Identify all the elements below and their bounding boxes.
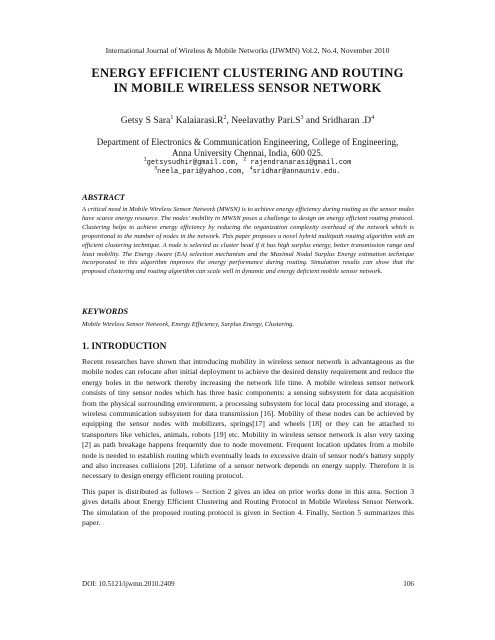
author-index: 1 bbox=[170, 114, 174, 121]
introduction-heading: 1. INTRODUCTION bbox=[82, 342, 167, 352]
abstract-heading: ABSTRACT bbox=[82, 193, 125, 202]
email-index: 3 bbox=[154, 165, 158, 172]
email-link[interactable]: getsysudhir@gmail.com, bbox=[146, 159, 240, 167]
introduction-body bbox=[82, 357, 414, 534]
author-index: 3 bbox=[300, 114, 304, 121]
keywords-text: Mobile Wireless Sensor Network, Energy Efficiency, Surplus Energy, Clustering. bbox=[82, 321, 295, 328]
email-index: 2 bbox=[243, 156, 247, 163]
keywords-heading: KEYWORDS bbox=[82, 307, 129, 316]
author-name: Kalaiarasi.R bbox=[173, 115, 224, 126]
title-line-2: IN MOBILE WIRELESS SENSOR NETWORK bbox=[113, 81, 382, 95]
paper-title bbox=[60, 66, 435, 96]
email-line-2 bbox=[60, 165, 435, 177]
email-line-1 bbox=[60, 156, 435, 168]
affiliation bbox=[60, 137, 435, 159]
author-name: and Sridharan .D bbox=[303, 115, 372, 126]
affiliation-line-1: Department of Electronics & Communication Engineering, College of Engineering, bbox=[96, 137, 399, 147]
abstract-text: A critical need in Mobile Wireless Sensor Network (MWSN) is to achieve energy efficiency during routing as the sensor nodes have scarce energy resource. The nodes' mobility in MWSN poses a challenge to design an energy efficient routing protocol. Clustering helps to achieve energy efficiency by reducing the organization complexity overhead of the network which is proportional to the number of nodes in the network. This paper proposes a novel hybrid multipath routing algorithm with an efficient clustering technique. A node is selected as cluster head if it has high surplus energy, better transmission range and least mobility. The Energy Aware (EA) selection mechanism and the Maximal Nodal Surplus Energy estimation technique incorporated in this algorithm improves the energy performance during routing. Simulation results can show that the proposed clustering and routing algorithm can scale well in dynamic and energy deficient mobile sensor network. bbox=[82, 206, 414, 276]
author-list bbox=[60, 115, 435, 126]
email-link[interactable]: rajendranarasi@gmail.com bbox=[250, 159, 352, 167]
email-index: 1 bbox=[143, 156, 147, 163]
email-link[interactable]: sridhar@annauniv.edu. bbox=[252, 167, 341, 176]
author-index: 4 bbox=[371, 114, 375, 121]
page-number: 106 bbox=[403, 580, 414, 588]
email-link[interactable]: neela_pari@yahoo.com, bbox=[157, 167, 246, 176]
author-emails bbox=[60, 156, 435, 177]
doi-footer: DOI: 10.5121/ijwmn.2010.2409 bbox=[82, 580, 175, 588]
author-index: 2 bbox=[223, 114, 227, 121]
email-index: 4 bbox=[249, 165, 253, 172]
journal-header: International Journal of Wireless & Mobile Networks (IJWMN) Vol.2, No.4, November 2010 bbox=[105, 46, 390, 55]
intro-paragraph-1: Recent researches have shown that introducing mobility in wireless sensor network is advantageous as the mobile nodes can relocate after initial deployment to achieve the desired density requirement and reduce the energy holes in the network thereby increasing the network life time. A mobile wireless sensor network consists of tiny sensor nodes which has three basic components: a sensing subsystem for data acquisition from the physical surrounding environment, a processing subsystem for local data processing and storage, a wireless communication subsystem for data transmission [16]. Mobility of these nodes can be achieved by equipping the sensor nodes with mobilizers, springs[17] and wheels [18] or they can be attached to transporters like vehicles, animals, robots [19] etc. Mobility in wireless sensor network is also very taxing [2] as path breakage happens frequently due to node movement. Frequent location updates from a mobile node is needed to establish routing which eventually leads to excessive drain of sensor node's battery supply and also increases collisions [20]. Lifetime of a sensor network depends on energy supply. Therefore it is necessary to design energy efficient routing protocol. bbox=[82, 357, 414, 481]
title-line-1: ENERGY EFFICIENT CLUSTERING AND ROUTING bbox=[91, 66, 404, 80]
intro-paragraph-2: This paper is distributed as follows – Section 2 gives an idea on prior works done in this area. Section 3 gives details about Energy Efficient Clustering and Routing Protocol in Mobile Wireless Sensor Network. The simulation of the proposed routing protocol is given in Section 4. Finally, Section 5 summarizes this paper. bbox=[82, 486, 414, 528]
author-name: Getsy S Sara bbox=[120, 115, 171, 126]
author-name: , Neelavathy Pari.S bbox=[226, 115, 301, 126]
affiliation-line-2: Anna University Chennai, India, 600 025. bbox=[172, 148, 323, 158]
